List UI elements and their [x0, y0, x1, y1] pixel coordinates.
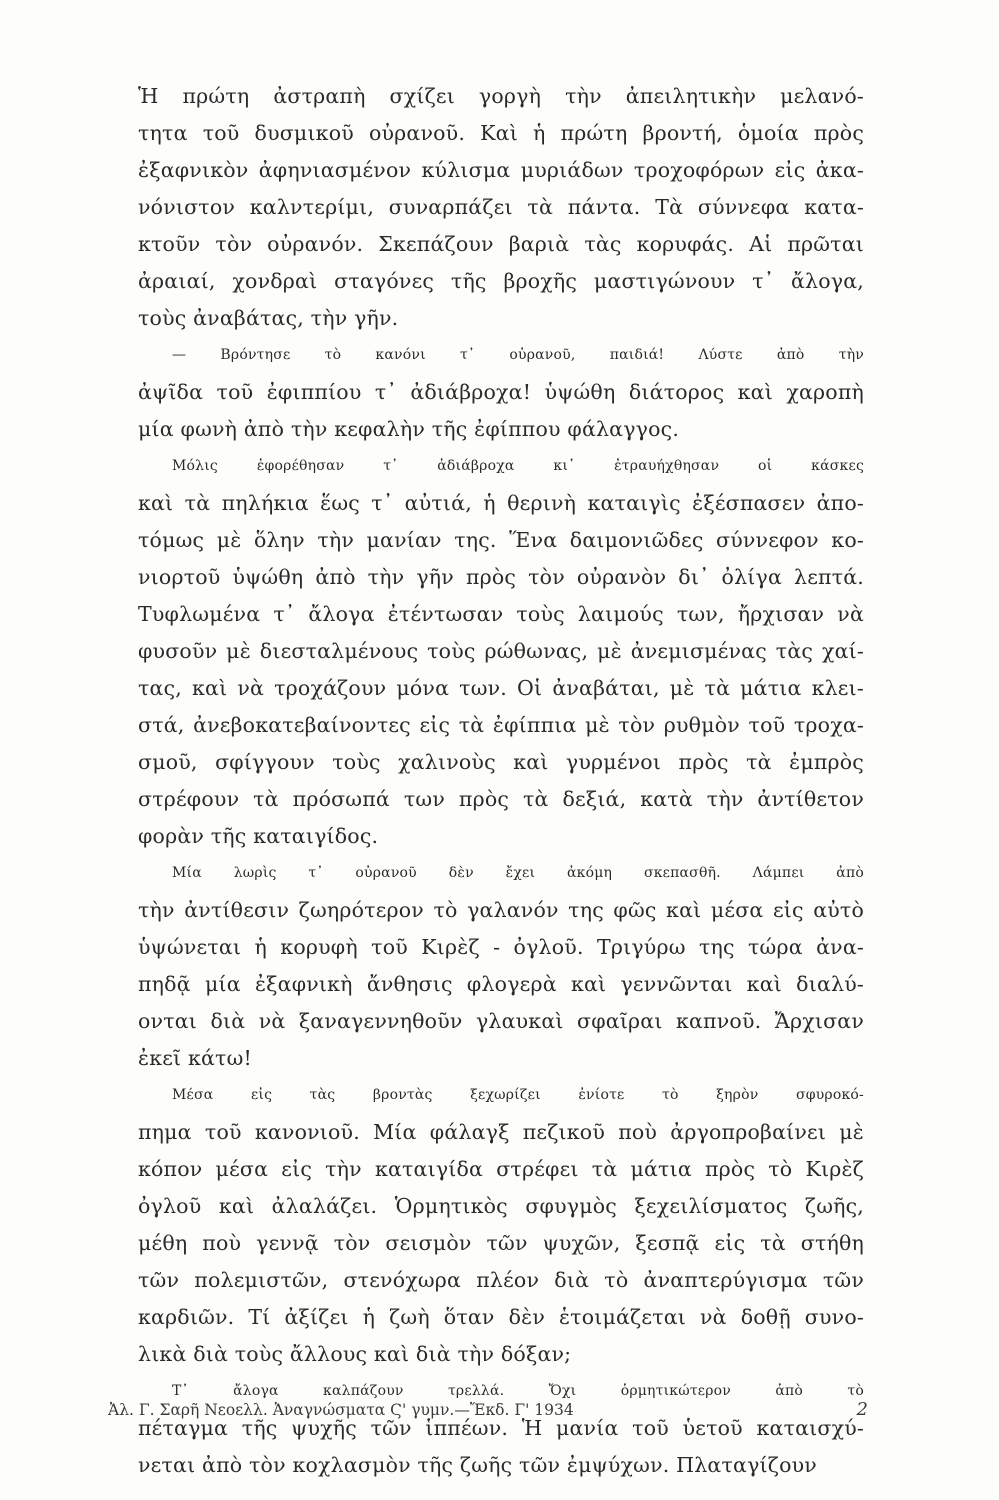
text-line: τόμως μὲ ὅλην τὴν μανίαν της. Ἕνα δαιμονιῶδες σύννεφον κο- [138, 528, 864, 552]
text-line: ἐκεῖ κάτω! [138, 1046, 252, 1070]
paragraph [138, 448, 864, 855]
text-line: νεται ἀπὸ τὸν κοχλασμὸν τῆς ζωῆς τῶν ἐμψύχων. Πλαταγίζουν [138, 1453, 817, 1477]
text-line: Ἡ πρώτη ἀστραπὴ σχίζει γοργὴ τὴν ἀπειλητικὴν μελανό- [138, 84, 864, 108]
paragraph [138, 1373, 864, 1484]
text-line: Μία λωρὶς τ᾽ οὐρανοῦ δὲν ἔχει ἀκόμη σκεπασθῆ. Λάμπει ἀπὸ [172, 865, 864, 881]
paragraph [138, 855, 864, 1077]
text-line: μέθη ποὺ γεννᾷ τὸν σεισμὸν τῶν ψυχῶν, ξεσπᾷ εἰς τὰ στήθη [138, 1231, 864, 1255]
text-line: φυσοῦν μὲ διεσταλμένους τοὺς ρώθωνας, μὲ ἀνεμισμένας τὰς χαί- [138, 639, 864, 663]
text-line: σμοῦ, σφίγγουν τοὺς χαλινοὺς καὶ γυρμένοι πρὸς τὰ ἐμπρὸς [138, 750, 864, 774]
text-line: κτοῦν τὸν οὐρανόν. Σκεπάζουν βαριὰ τὰς κορυφάς. Αἱ πρῶται [138, 232, 864, 256]
text-line: τας, καὶ νὰ τροχάζουν μόνα των. Οἱ ἀναβάται, μὲ τὰ μάτια κλει- [138, 676, 864, 700]
text-line: στρέφουν τὰ πρόσωπά των πρὸς τὰ δεξιά, κατὰ τὴν ἀντίθετον [138, 787, 864, 811]
text-line: καὶ τὰ πηλήκια ἕως τ᾽ αὐτιά, ἡ θερινὴ καταιγὶς ἐξέσπασεν ἀπο- [138, 491, 864, 515]
text-line: λικὰ διὰ τοὺς ἄλλους καὶ διὰ τὴν δόξαν; [138, 1342, 572, 1366]
text-line: τοὺς ἀναβάτας, τὴν γῆν. [138, 306, 399, 330]
text-line: Μόλις ἐφορέθησαν τ᾽ ἀδιάβροχα κι᾽ ἐτραυήχθησαν οἱ κάσκες [172, 458, 864, 474]
text-line: κόπον μέσα εἰς τὴν καταιγίδα στρέφει τὰ μάτια πρὸς τὸ Κιρὲζ [138, 1157, 864, 1181]
body-text [138, 78, 864, 1484]
text-line: καρδιῶν. Τί ἀξίζει ἡ ζωὴ ὅταν δὲν ἑτοιμάζεται νὰ δοθῇ συνο- [138, 1305, 864, 1329]
paragraph [138, 337, 864, 448]
text-line: Τυφλωμένα τ᾽ ἄλογα ἐτέντωσαν τοὺς λαιμούς των, ἤρχισαν νὰ [138, 602, 864, 626]
text-line: Μέσα εἰς τὰς βροντὰς ξεχωρίζει ἐνίοτε τὸ ξηρὸν σφυροκό- [172, 1087, 864, 1103]
text-line: πηδᾷ μία ἐξαφνικὴ ἄνθησις φλογερὰ καὶ γεννῶνται καὶ διαλύ- [138, 972, 864, 996]
text-line: πημα τοῦ κανονιοῦ. Μία φάλαγξ πεζικοῦ ποὺ ἀργοπροβαίνει μὲ [138, 1120, 864, 1144]
text-line: νόνιστον καλντερίμι, συναρπάζει τὰ πάντα. Τὰ σύννεφα κατα- [138, 195, 864, 219]
text-line: τῶν πολεμιστῶν, στενόχωρα πλέον διὰ τὸ ἀναπτερύγισμα τῶν [138, 1268, 864, 1292]
text-line: ὑψώνεται ἡ κορυφὴ τοῦ Κιρὲζ - ὀγλοῦ. Τριγύρω της τώρα ἀνα- [138, 935, 864, 959]
text-line: πέταγμα τῆς ψυχῆς τῶν ἱππέων. Ἡ μανία τοῦ ὑετοῦ καταισχύ- [138, 1416, 864, 1440]
paragraph [138, 78, 864, 337]
text-line: ἐξαφνικὸν ἀφηνιασμένον κύλισμα μυριάδων τροχοφόρων εἰς ἀκα- [138, 158, 864, 182]
text-line: στά, ἀνεβοκατεβαίνοντες εἰς τὰ ἐφίππια μὲ τὸν ρυθμὸν τοῦ τροχα- [138, 713, 864, 737]
text-line: — Βρόντησε τὸ κανόνι τ᾽ οὐρανοῦ, παιδιά! Λύστε ἀπὸ τὴν [172, 347, 864, 363]
text-line: ονται διὰ νὰ ξαναγεννηθοῦν γλαυκαὶ σφαῖραι καπνοῦ. Ἄρχισαν [138, 1009, 864, 1033]
text-line: τὴν ἀντίθεσιν ζωηρότερον τὸ γαλανόν της φῶς καὶ μέσα εἰς αὐτὸ [138, 898, 864, 922]
paragraph [138, 1077, 864, 1373]
text-line: νιορτοῦ ὑψώθη ἀπὸ τὴν γῆν πρὸς τὸν οὐρανὸν δι᾽ ὀλίγα λεπτά. [138, 565, 864, 589]
footer-citation: Ἀλ. Γ. Σαρῆ Νεοελλ. Ἀναγνώσματα Ϛ' γυμν.—Ἔκδ. Γ' 1934 [108, 1401, 574, 1419]
text-line: ὀγλοῦ καὶ ἀλαλάζει. Ὁρμητικὸς σφυγμὸς ξεχειλίσματος ζωῆς, [138, 1194, 864, 1218]
text-line: ἀραιαί, χονδραὶ σταγόνες τῆς βροχῆς μαστιγώνουν τ᾽ ἄλογα, [138, 269, 864, 293]
text-line: μία φωνὴ ἀπὸ τὴν κεφαλὴν τῆς ἐφίππου φάλαγγος. [138, 417, 680, 441]
page-footer [108, 1395, 868, 1425]
text-line: φορὰν τῆς καταιγίδος. [138, 824, 379, 848]
text-line: ἀψῖδα τοῦ ἐφιππίου τ᾽ ἀδιάβροχα! ὑψώθη διάτορος καὶ χαροπὴ [138, 380, 864, 404]
text-line: Τ᾽ ἄλογα καλπάζουν τρελλά. Ὄχι ὁρμητικώτερον ἀπὸ τὸ [172, 1383, 864, 1399]
page-number: 2 [856, 1399, 868, 1420]
text-line: τητα τοῦ δυσμικοῦ οὐρανοῦ. Καὶ ἡ πρώτη βροντή, ὁμοία πρὸς [138, 121, 864, 145]
